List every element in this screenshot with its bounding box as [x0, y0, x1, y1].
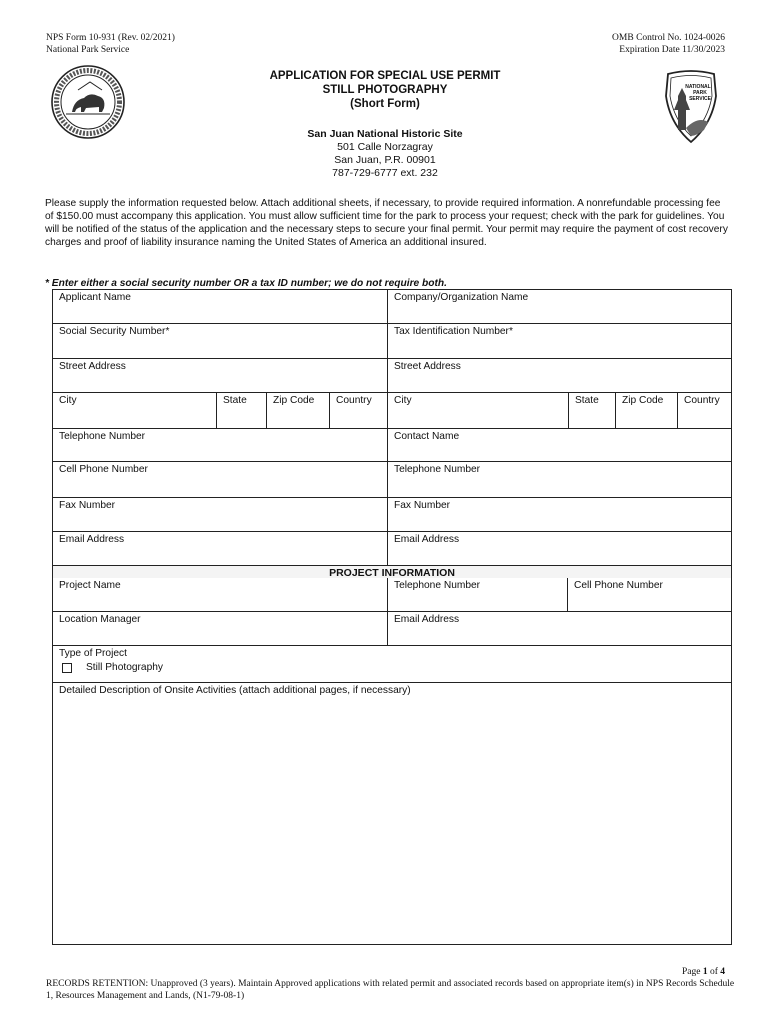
field-label: Company/Organization Name — [394, 292, 529, 303]
intro-instructions: Please supply the information requested below. Attach additional sheets, if necessary, to provide required information. A nonrefundable processing fee of $150.00 must accompany this application. You must allow sufficient time for the park to process your request; check with the park for guidelines. You will be notified of the status of the application and the necessary steps to secure your final permit. Your permit may require the payment of cost recovery charges and proof of liability insurance naming the United States of America an additional insured. — [45, 198, 728, 248]
form-row — [53, 611, 731, 645]
field-label: Fax Number — [59, 500, 116, 511]
company-zip-field[interactable] — [615, 393, 677, 428]
applicant-state-field[interactable] — [216, 393, 266, 428]
field-label: State — [575, 395, 599, 406]
field-label: Cell Phone Number — [59, 464, 148, 475]
onsite-activities-description-field[interactable] — [53, 683, 731, 944]
park-address-block — [0, 128, 770, 180]
page-number — [682, 967, 725, 977]
checkbox-label: Still Photography — [86, 662, 164, 673]
applicant-email-field[interactable] — [53, 532, 387, 565]
applicant-fax-field[interactable] — [53, 498, 387, 531]
field-label: Detailed Description of Onsite Activities (attach additional pages, if necessary) — [59, 685, 411, 696]
field-label: Telephone Number — [59, 431, 146, 442]
records-retention-footer: RECORDS RETENTION: Unapproved (3 years). Maintain Approved applications with related permit and associated records based on appropriate item(s) in NPS Records Schedule 1, Resources Management and Lands, (N1-79-08-1) — [46, 979, 735, 1001]
field-label: Location Manager — [59, 614, 141, 625]
applicant-cell-phone-field[interactable] — [53, 462, 387, 497]
park-street: 501 Calle Norzagray — [337, 141, 433, 153]
field-label: Zip Code — [273, 395, 315, 406]
field-label: State — [223, 395, 247, 406]
still-photography-checkbox[interactable] — [62, 663, 72, 673]
company-name-field[interactable] — [387, 290, 731, 323]
company-state-field[interactable] — [568, 393, 615, 428]
form-row — [53, 682, 731, 944]
company-email-field[interactable] — [387, 532, 731, 565]
page-label: Page — [681, 967, 701, 977]
form-title — [0, 69, 770, 111]
field-label: Cell Phone Number — [574, 580, 663, 591]
project-name-field[interactable] — [53, 578, 387, 611]
field-label: Social Security Number* — [59, 326, 170, 337]
form-row — [53, 497, 731, 531]
park-name: San Juan National Historic Site — [307, 128, 463, 140]
title-line-2: STILL PHOTOGRAPHY — [322, 84, 448, 96]
arrowhead-text-park: PARK — [693, 90, 707, 96]
form-row — [53, 645, 731, 682]
project-telephone-field[interactable] — [387, 578, 567, 611]
field-label: Email Address — [59, 534, 125, 545]
contact-name-field[interactable] — [387, 429, 731, 461]
field-label: City — [394, 395, 412, 406]
type-of-project-field — [53, 646, 731, 682]
form-row — [53, 290, 731, 323]
field-label: Tax Identification Number* — [394, 326, 513, 337]
application-form — [52, 289, 732, 945]
form-row — [53, 461, 731, 497]
field-label: Email Address — [394, 614, 460, 625]
form-row — [53, 565, 731, 578]
applicant-street-field[interactable] — [53, 359, 387, 392]
project-information-heading: PROJECT INFORMATION — [53, 566, 731, 578]
park-phone: 787-729-6777 ext. 232 — [332, 167, 438, 179]
form-row — [53, 323, 731, 358]
page-current: 1 — [702, 967, 708, 977]
arrowhead-text-service: SERVICE — [689, 96, 711, 102]
company-fax-field[interactable] — [387, 498, 731, 531]
page-total: 4 — [720, 967, 725, 977]
form-header-right — [612, 32, 725, 56]
field-label: Fax Number — [394, 500, 451, 511]
still-photography-option[interactable] — [59, 662, 731, 673]
applicant-country-field[interactable] — [329, 393, 387, 428]
company-telephone-field[interactable] — [387, 462, 731, 497]
form-row — [53, 578, 731, 611]
form-row — [53, 428, 731, 461]
expiration-date: Expiration Date 11/30/2023 — [619, 45, 725, 55]
applicant-telephone-field[interactable] — [53, 429, 387, 461]
field-label: Country — [684, 395, 720, 406]
ssn-note: * Enter either a social security number OR a tax ID number; we do not require both. — [45, 278, 447, 289]
field-label: Contact Name — [394, 431, 460, 442]
page-of: of — [709, 967, 718, 977]
company-country-field[interactable] — [677, 393, 731, 428]
title-line-3: (Short Form) — [350, 98, 420, 110]
field-label: City — [59, 395, 77, 406]
tax-id-field[interactable] — [387, 324, 731, 358]
form-row — [53, 531, 731, 565]
field-label: Applicant Name — [59, 292, 131, 303]
field-label: Street Address — [59, 361, 126, 372]
project-cell-phone-field[interactable] — [567, 578, 731, 611]
arrowhead-text-national: NATIONAL — [685, 84, 711, 90]
field-label: Telephone Number — [394, 464, 481, 475]
park-city: San Juan, P.R. 00901 — [334, 154, 436, 166]
company-city-field[interactable] — [387, 393, 568, 428]
form-row — [53, 392, 731, 428]
ssn-field[interactable] — [53, 324, 387, 358]
applicant-city-field[interactable] — [53, 393, 216, 428]
location-manager-email-field[interactable] — [387, 612, 731, 645]
field-label: Country — [336, 395, 372, 406]
field-label: Type of Project — [59, 648, 127, 659]
agency-name: National Park Service — [46, 45, 130, 55]
form-header-left — [46, 32, 175, 56]
field-label: Street Address — [394, 361, 461, 372]
field-label: Zip Code — [622, 395, 664, 406]
omb-control-number: OMB Control No. 1024-0026 — [612, 33, 725, 43]
form-row — [53, 358, 731, 392]
location-manager-field[interactable] — [53, 612, 387, 645]
field-label: Project Name — [59, 580, 121, 591]
applicant-name-field[interactable] — [53, 290, 387, 323]
company-street-field[interactable] — [387, 359, 731, 392]
title-line-1: APPLICATION FOR SPECIAL USE PERMIT — [269, 70, 501, 82]
field-label: Email Address — [394, 534, 460, 545]
field-label: Telephone Number — [394, 580, 481, 591]
applicant-zip-field[interactable] — [266, 393, 329, 428]
form-number: NPS Form 10-931 (Rev. 02/2021) — [46, 33, 175, 43]
